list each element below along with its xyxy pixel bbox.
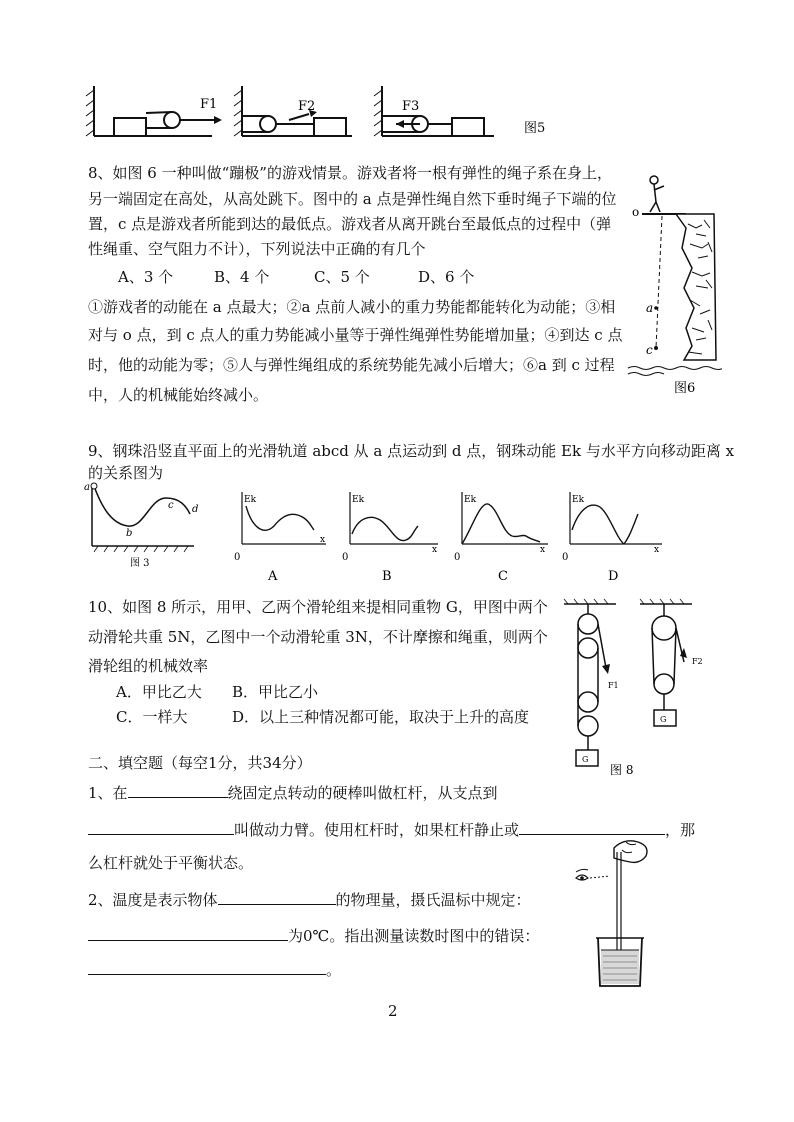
q10-option-d: D．以上三种情况都可能，取决于上升的高度 [232, 708, 530, 726]
fill-1-mid-1: 绕固定点转动的硬棒叫做杠杆，从支点到 [227, 784, 498, 802]
graph-a-xlabel: x [320, 535, 326, 545]
q10-line-1: 10、如图 8 所示，用甲、乙两个滑轮组来提相同重物 G，甲图中两个 [88, 598, 548, 616]
q10-line-2: 动滑轮共重 5N，乙图中一个动滑轮重 3N，不计摩擦和绳重，则两个 [88, 628, 548, 646]
graph-d-origin: 0 [562, 552, 569, 563]
thermometer-beaker-figure [570, 830, 670, 992]
fig5-caption: 图5 [524, 121, 546, 136]
q10-option-c: C．一样大 [116, 708, 188, 726]
fill-1-blank-1[interactable] [128, 781, 228, 798]
fill-2-mid-2: 为0℃。指出测量读数时图中的错误： [288, 927, 540, 945]
fill-2-blank-3[interactable] [88, 958, 326, 975]
fig8-weight-a: G [582, 755, 589, 764]
graph-a-origin: 0 [234, 552, 241, 563]
graph-b-letter: B [382, 569, 392, 584]
graph-c [452, 488, 556, 584]
track-label-a: a [84, 482, 90, 493]
q8-line-1: 8、如图 6 一种叫做“蹦极”的游戏情景。游戏者将一根有弹性的绳子系在身上， [88, 164, 612, 182]
fig6-label-a: a [646, 301, 654, 315]
graph-b-xlabel: x [432, 545, 438, 555]
figure-5 [84, 80, 564, 142]
fig8-label-f1: F1 [608, 681, 619, 690]
graph-d [560, 488, 670, 584]
track-label-d: d [192, 504, 199, 515]
track-label-b: b [126, 528, 133, 539]
graph-c-ylabel: Ek [464, 495, 477, 505]
graph-a-ylabel: Ek [244, 495, 257, 505]
q8-option-c: C、5 个 [314, 268, 370, 286]
q10-option-b: B．甲比乙小 [232, 683, 319, 701]
fill-1-blank-2[interactable] [88, 818, 234, 835]
q9-line-2: 的关系图为 [88, 464, 164, 482]
q8-option-b: B、4 个 [214, 268, 270, 286]
fig6-label-o: o [632, 205, 640, 219]
figure-6 [626, 168, 722, 398]
track-label-c: c [168, 500, 174, 511]
graph-b [340, 488, 444, 584]
figure-3-track [84, 478, 208, 570]
graph-d-letter: D [608, 569, 619, 584]
figure-8 [556, 598, 716, 776]
page-number: 2 [388, 1002, 398, 1020]
fill-1-line-3: 么杠杆就处于平衡状态。 [88, 854, 254, 872]
q8-statement-3: 时，他的动能为零；⑤人与弹性绳组成的系统势能先减小后增大；⑥a 到 c 过程 [88, 356, 615, 374]
fill-2-line-3 [88, 958, 341, 981]
graph-c-letter: C [498, 569, 508, 584]
track-caption: 图 3 [130, 558, 150, 569]
fig6-caption: 图6 [674, 381, 696, 396]
fill-1-mid-2: 叫做动力臂。使用杠杆时，如果杠杆静止或 [234, 821, 520, 839]
fill-2-blank-1[interactable] [218, 888, 336, 905]
graph-c-xlabel: x [540, 545, 546, 555]
fill-1-end-2: ，那 [665, 821, 696, 839]
fig8-weight-b: G [660, 715, 667, 724]
fill-2-end-3: 。 [326, 961, 342, 979]
fig8-caption: 图 8 [610, 763, 634, 776]
fig8-label-f2: F2 [692, 657, 703, 666]
q10-option-a: A．甲比乙大 [116, 683, 202, 701]
graph-a [232, 488, 332, 584]
fill-2-line-1 [88, 888, 531, 911]
section-2-title: 二、填空题（每空1分，共34分） [88, 754, 312, 772]
q8-line-2: 另一端固定在高处，从高处跳下。图中的 a 点是弹性绳自然下垂时绳子下端的位 [88, 190, 617, 208]
fill-2-line-2 [88, 924, 539, 947]
fill-2-mid-1: 的物理量，摄氏温标中规定： [335, 891, 531, 909]
graph-d-ylabel: Ek [572, 495, 585, 505]
fill-2-prefix: 2、温度是表示物体 [88, 891, 218, 909]
q9-line-1: 9、钢珠沿竖直平面上的光滑轨道 abcd 从 a 点运动到 d 点，钢珠动能 Ek 与水平方向移动距离 x [88, 442, 735, 460]
fill-1-line-1 [88, 781, 498, 804]
q8-option-a: A、3 个 [118, 268, 174, 286]
q8-line-3: 置，c 点是游戏者所能到达的最低点。游戏者从离开跳台至最低点的过程中（弹 [88, 215, 612, 233]
graph-b-ylabel: Ek [352, 495, 365, 505]
fig5-label-f2: F2 [298, 99, 316, 114]
q8-line-4: 性绳重、空气阻力不计），下列说法中正确的有几个 [88, 240, 426, 258]
q10-line-3: 滑轮组的机械效率 [88, 657, 209, 675]
fig5-label-f3: F3 [402, 99, 420, 114]
graph-a-letter: A [268, 569, 278, 584]
fill-1-prefix: 1、在 [88, 784, 128, 802]
graph-d-xlabel: x [654, 545, 660, 555]
graph-b-origin: 0 [342, 552, 349, 563]
q8-statement-1: ①游戏者的动能在 a 点最大；②a 点前人减小的重力势能都能转化为动能；③相 [88, 298, 616, 316]
q8-option-d: D、6 个 [418, 268, 475, 286]
fig6-label-c: c [646, 343, 653, 357]
graph-c-origin: 0 [454, 552, 461, 563]
q8-statement-2: 对与 o 点，到 c 点人的重力势能减小量等于弹性绳弹性势能增加量；④到达 c 点 [88, 326, 623, 344]
fig5-label-f1: F1 [200, 97, 218, 112]
q8-statement-4: 中，人的机械能始终减小。 [88, 386, 269, 404]
fill-2-blank-2[interactable] [88, 924, 288, 941]
